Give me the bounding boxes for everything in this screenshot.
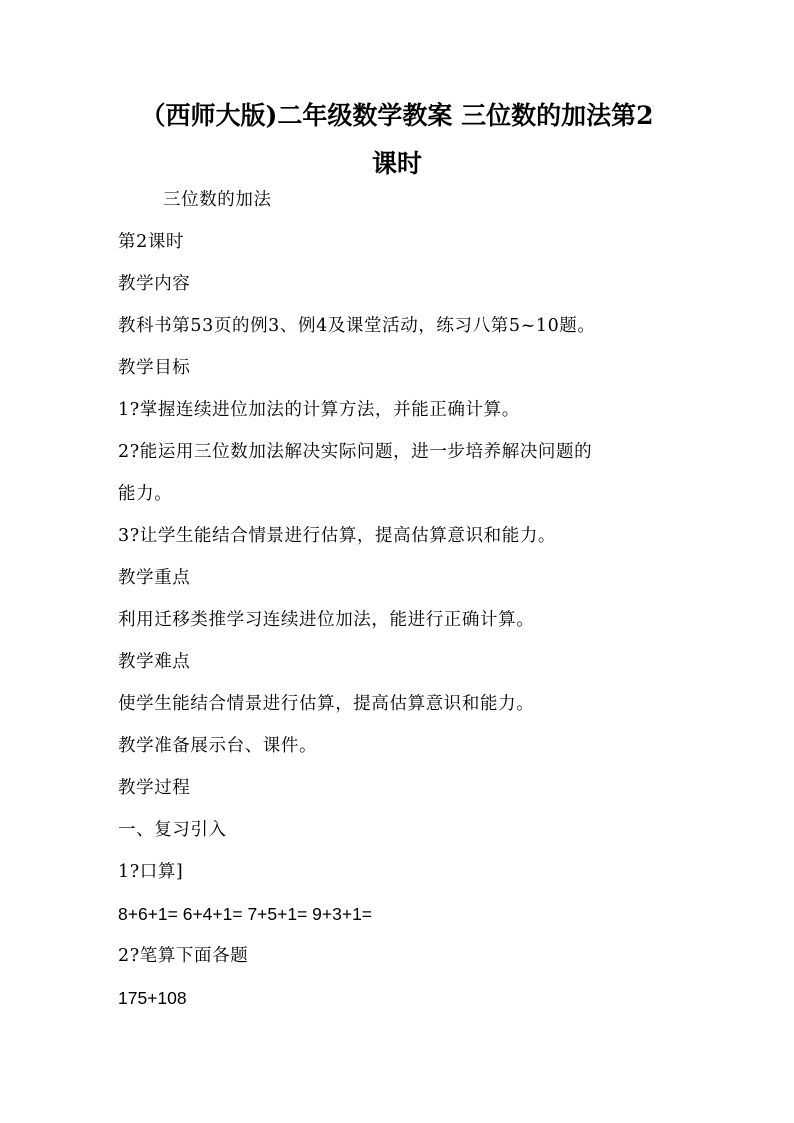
section-heading-content: 教学内容 [118, 274, 191, 294]
section-heading-key-points: 教学重点 [118, 568, 191, 588]
objective-1: 1?掌握连续进位加法的计算方法，并能正确计算。 [118, 400, 520, 420]
title-line-1: （西师大版)二年级数学教案 三位数的加法第2 [140, 101, 654, 130]
lesson-period: 第2课时 [118, 232, 185, 252]
objective-3: 3?让学生能结合情景进行估算，提高估算意识和能力。 [118, 526, 557, 546]
title-line-2: 课时 [371, 149, 422, 178]
oral-calculation-problems: 8+6+1= 6+4+1= 7+5+1= 9+3+1= [118, 904, 373, 924]
objective-2: 2?能运用三位数加法解决实际问题，进一步培养解决问题的 [118, 442, 593, 462]
process-step-1: 一、复习引入 [118, 820, 227, 840]
difficulties-text: 使学生能结合情景进行估算，提高估算意识和能力。 [118, 694, 535, 714]
section-heading-objectives: 教学目标 [118, 358, 191, 378]
section-heading-process: 教学过程 [118, 778, 191, 798]
key-points-text: 利用迁移类推学习连续进位加法，能进行正确计算。 [118, 610, 535, 630]
oral-calculation-heading: 1?口算] [118, 862, 184, 882]
section-heading-difficulties: 教学难点 [118, 652, 191, 672]
document-title [0, 92, 794, 188]
objective-2-continued: 能力。 [118, 484, 173, 504]
written-calculation-heading: 2?笔算下面各题 [118, 946, 249, 966]
content-text: 教科书第53页的例3、例4及课堂活动，练习八第5~10题。 [118, 316, 596, 336]
preparation-text: 教学准备展示台、课件。 [118, 736, 318, 756]
subtitle-line: 三位数的加法 [163, 190, 272, 210]
written-calculation-problem: 175+108 [118, 988, 187, 1008]
